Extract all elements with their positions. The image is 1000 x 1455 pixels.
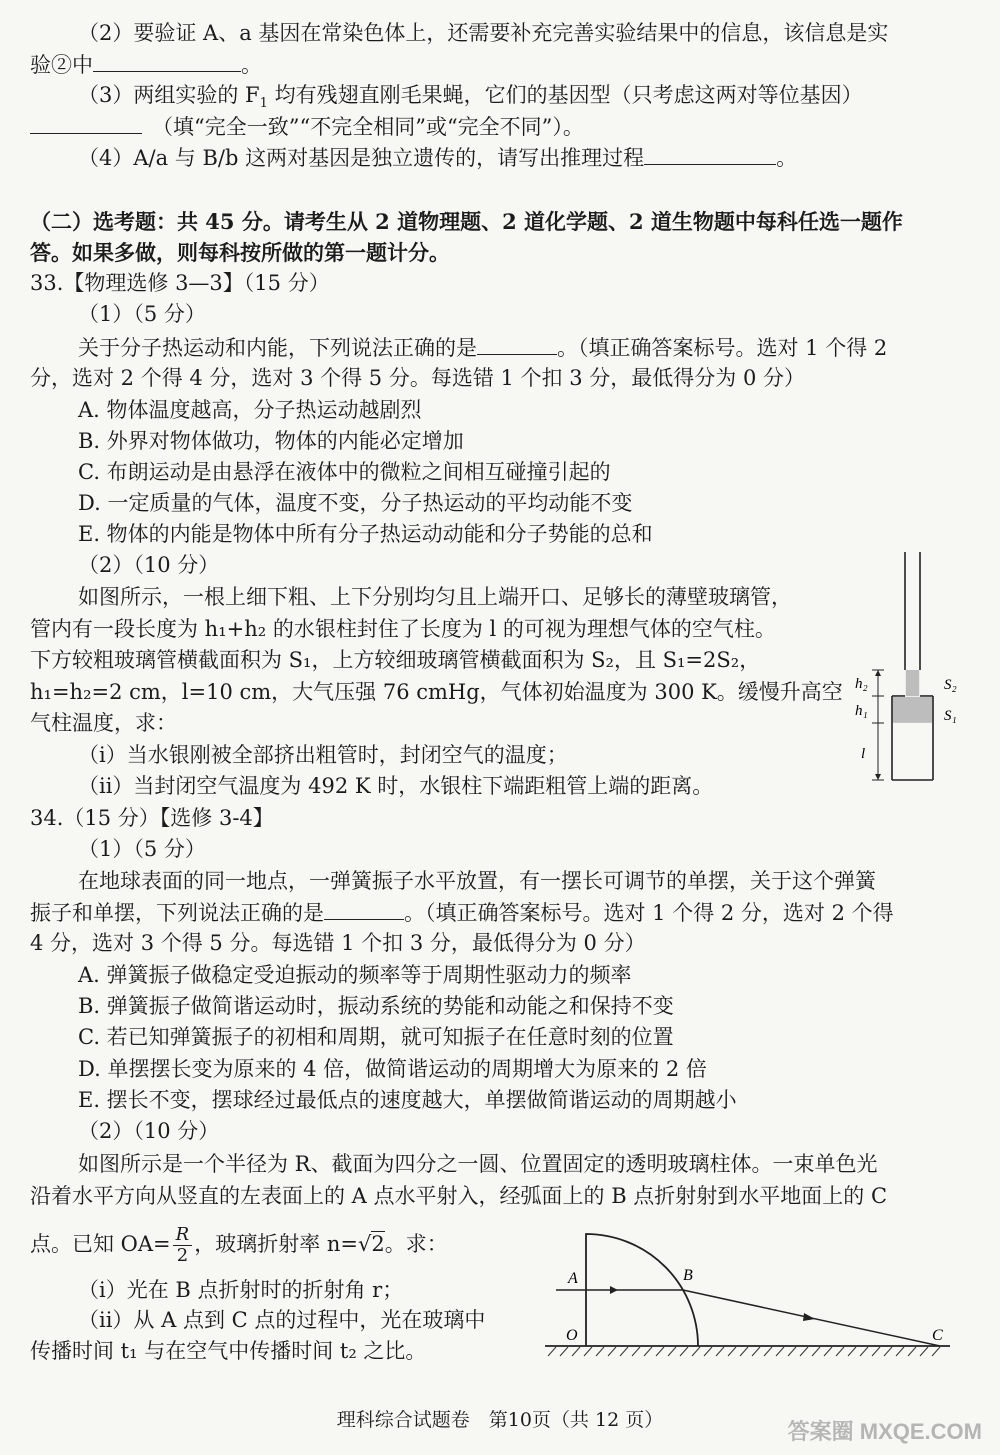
label-b: B <box>683 1267 693 1284</box>
gen-q3-text-b: 均有残翅直刚毛果蝇，它们的基因型（只考虑这两对等位基因） <box>267 83 863 107</box>
q33-option-b: B. 外界对物体做功，物体的内能必定增加 <box>78 429 464 453</box>
q33-p2-line4: h₁=h₂=2 cm，l=10 cm，大气压强 76 cmHg，气体初始温度为 300 K。缓慢升高空 <box>30 680 843 704</box>
gen-q4-text: （4）A/a 与 B/b 这两对基因是独立遗传的，请写出推理过程 <box>78 146 645 170</box>
q33-p2-line2: 管内有一段长度为 h₁+h₂ 的水银柱封住了长度为 l 的可视为理想气体的空气柱。 <box>30 617 776 641</box>
section-heading-2: 答。如果多做，则每科按所做的第一题计分。 <box>30 240 450 265</box>
answer-blank[interactable] <box>324 897 404 920</box>
q33-p2-line5: 气柱温度，求： <box>30 711 177 735</box>
q34-p1-line2 <box>30 897 894 929</box>
answer-blank[interactable] <box>644 142 776 165</box>
gen-q2-end: 。 <box>241 53 262 77</box>
label-h1: h₁ <box>855 703 868 719</box>
q34-given-text-b: ，玻璃折射率 n= <box>194 1232 359 1256</box>
gen-q3-text: （3）两组实验的 F <box>78 83 260 107</box>
gen-q3-sub: 1 <box>259 96 268 112</box>
gen-q3-text-c: （填“完全一致”“不完全相同”或“完全不同”）。 <box>152 115 584 139</box>
section-heading: （二）选考题：共 45 分。请考生从 2 道物理题、2 道化学题、2 道生物题中每科任选一题作 <box>30 209 903 234</box>
q33-option-c: C. 布朗运动是由悬浮在液体中的微粒之间相互碰撞引起的 <box>78 460 611 484</box>
gen-q4-end: 。 <box>776 146 798 170</box>
q34-option-d: D. 单摆摆长变为原来的 4 倍，做简谐运动的周期增大为原来的 2 倍 <box>78 1057 707 1081</box>
q34-option-e: E. 摆长不变，摆球经过最低点的速度越大，单摆做简谐运动的周期越小 <box>78 1088 737 1112</box>
fraction-denominator: 2 <box>176 1245 189 1266</box>
mercury-column-lower <box>893 697 932 723</box>
q33-sub-i: （i）当水银刚被全部挤出粗管时，封闭空气的温度； <box>78 743 568 767</box>
answer-blank[interactable] <box>93 49 241 72</box>
q33-stem-text-b: 。（填正确答案标号。选对 1 个得 2 <box>557 336 888 360</box>
label-h2: h₂ <box>855 676 868 692</box>
q34-given-text-c: 。求： <box>384 1232 448 1256</box>
q34-p1-score: （1）（5 分） <box>78 837 206 861</box>
gen-q2-text: （2）要验证 A、a 基因在常染色体上，还需要补充完善实验结果中的信息，该信息是实 <box>78 21 889 45</box>
arrow-head <box>875 774 881 780</box>
q34-option-c: C. 若已知弹簧振子的初相和周期，就可知振子在任意时刻的位置 <box>78 1025 674 1049</box>
q33-option-e: E. 物体的内能是物体中所有分子热运动动能和分子势能的总和 <box>78 522 653 546</box>
sqrt-symbol: √ <box>358 1232 372 1256</box>
q34-stem-text: 振子和单摆，下列说法正确的是 <box>30 901 324 925</box>
q33-p1-stem-2: 分，选对 2 个得 4 分，选对 3 个得 5 分。每选错 1 个扣 3 分，最低得分为 0 分） <box>30 366 805 390</box>
fraction-numerator: R <box>173 1225 193 1246</box>
watermark-logo: 答案圈 MXQE.COM <box>787 1419 982 1444</box>
q33-p2-line3: 下方较粗玻璃管横截面积为 S₁，上方较细玻璃管横截面积为 S₂，且 S₁=2S₂， <box>30 648 761 672</box>
answer-blank[interactable] <box>30 111 142 134</box>
arrow-head <box>875 670 881 676</box>
q34-sub-i: （i）光在 B 点折射时的折射角 r； <box>78 1278 404 1302</box>
q33-p1-score: （1）（5 分） <box>78 302 206 326</box>
gen-q2-line1 <box>78 18 888 49</box>
glass-tube-figure <box>848 552 970 784</box>
q34-p1-line1: 在地球表面的同一地点，一弹簧振子水平放置，有一摆长可调节的单摆，关于这个弹簧 <box>78 869 876 893</box>
q34-p1-line3: 4 分，选对 3 个得 5 分。每选错 1 个扣 3 分，最低得分为 0 分） <box>30 931 646 955</box>
gen-q2-text-2: 验②中 <box>30 53 93 77</box>
q34-option-a: A. 弹簧振子做稳定受迫振动的频率等于周期性驱动力的频率 <box>78 963 632 987</box>
q34-p2-score: （2）（10 分） <box>78 1119 220 1143</box>
gen-q4-line <box>78 142 797 174</box>
label-s2: S₂ <box>944 677 957 693</box>
fraction <box>173 1225 193 1266</box>
label-c: C <box>932 1327 943 1344</box>
mercury-column-upper <box>906 670 919 696</box>
q34-stem-text-b: 。（填正确答案标号。选对 1 个得 2 分，选对 2 个得 <box>404 901 894 925</box>
q34-sub-ii-2: 传播时间 t₁ 与在空气中传播时间 t₂ 之比。 <box>30 1339 427 1363</box>
q33-p2-score: （2）（10 分） <box>78 553 220 577</box>
sqrt-value: 2 <box>371 1232 385 1256</box>
quarter-circle-figure <box>540 1228 960 1363</box>
q33-p1-stem <box>78 332 887 364</box>
q34-sub-ii: （ii）从 A 点到 C 点的过程中，光在玻璃中 <box>78 1308 486 1332</box>
ray-arrow <box>610 1286 618 1294</box>
page-footer: 理科综合试题卷 第10页（共 12 页） <box>336 1409 664 1431</box>
q33-header: 33.【物理选修 3—3】（15 分） <box>30 271 330 295</box>
label-o: O <box>566 1327 578 1344</box>
q34-given-text: 点。已知 OA= <box>30 1232 171 1256</box>
answer-blank[interactable] <box>477 332 557 355</box>
q34-header: 34.（15 分）【选修 3-4】 <box>30 806 274 830</box>
q34-p2-line2: 沿着水平方向从竖直的左表面上的 A 点水平射入，经弧面上的 B 点折射射到水平地面上的 C <box>30 1184 888 1208</box>
q33-sub-ii: （ii）当封闭空气温度为 492 K 时，水银柱下端距粗管上端的距离。 <box>78 774 714 798</box>
ray-arrow <box>803 1313 815 1321</box>
q34-p2-line3 <box>30 1225 448 1266</box>
gen-q2-line2 <box>30 49 262 81</box>
label-s1: S₁ <box>944 708 957 724</box>
q34-p2-line1: 如图所示是一个半径为 R、截面为四分之一圆、位置固定的透明玻璃柱体。一束单色光 <box>78 1152 878 1176</box>
label-a: A <box>568 1270 578 1287</box>
ground-hatching <box>548 1347 940 1356</box>
q33-option-a: A. 物体温度越高，分子热运动越剧烈 <box>78 398 422 422</box>
q33-stem-text: 关于分子热运动和内能，下列说法正确的是 <box>78 336 477 360</box>
gen-q3-line2 <box>30 111 584 143</box>
label-l: l <box>861 746 866 762</box>
q33-p2-line1: 如图所示，一根上细下粗、上下分别均匀且上端开口、足够长的薄壁玻璃管， <box>78 585 792 609</box>
q34-option-b: B. 弹簧振子做简谐运动时，振动系统的势能和动能之和保持不变 <box>78 994 674 1018</box>
q33-option-d: D. 一定质量的气体，温度不变，分子热运动的平均动能不变 <box>78 491 633 515</box>
